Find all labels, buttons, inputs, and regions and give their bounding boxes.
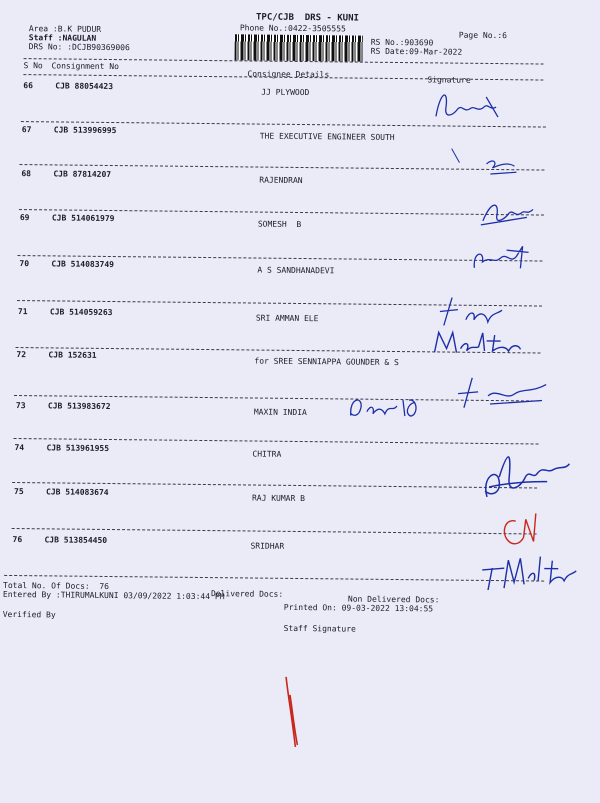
ink-tick bbox=[447, 147, 467, 167]
row-consignment: CJB 513983672 bbox=[47, 401, 111, 412]
row-consignee: SRI AMMAN ELE bbox=[255, 313, 319, 324]
signature-malathi-1 bbox=[430, 326, 525, 362]
row-consignment: CJB 514083674 bbox=[45, 487, 109, 498]
footer-divider bbox=[4, 575, 544, 582]
staff-signature-label: Staff Signature bbox=[283, 623, 356, 634]
barcode bbox=[235, 34, 363, 61]
drs-number: DRS No: :DCJB90369006 bbox=[28, 42, 130, 53]
rs-number: RS No.:903690 bbox=[370, 37, 434, 48]
phone-number: Phone No.:0422-3505555 bbox=[239, 23, 346, 34]
row-sno: 74 bbox=[14, 443, 25, 453]
row-sno: 71 bbox=[17, 307, 28, 317]
row-consignment: CJB 513996995 bbox=[53, 125, 117, 136]
row-sno: 70 bbox=[19, 259, 30, 269]
doc-title: TPC/CJB DRS - KUNI bbox=[255, 12, 360, 24]
area-label: Area :B.K PUDUR bbox=[28, 24, 102, 34]
row-sno: 75 bbox=[13, 487, 24, 497]
row-consignment: CJB 513961955 bbox=[46, 443, 110, 454]
row-consignee: for SREE SENNIAPPA GOUNDER & S bbox=[254, 356, 399, 368]
row-consignee: JJ PLYWOOD bbox=[261, 87, 310, 98]
staff-label: Staff :NAGULAN bbox=[28, 33, 97, 43]
signature-red bbox=[493, 507, 538, 552]
row-sno: 72 bbox=[16, 350, 27, 360]
page-number: Page No.:6 bbox=[458, 30, 508, 41]
row-consignment: CJB 514059263 bbox=[49, 307, 113, 318]
signature-68 bbox=[482, 152, 522, 182]
col-signature: Signature bbox=[427, 75, 471, 85]
signature-malathi-2 bbox=[478, 550, 578, 596]
delivered-docs: Delivered Docs: bbox=[210, 589, 284, 599]
signature-69 bbox=[477, 195, 537, 231]
row-consignee: RAJENDRAN bbox=[259, 175, 303, 186]
entered-by: Entered By :THIRUMALKUNI 03/09/2022 1:03:44 PM bbox=[2, 589, 225, 602]
row-consignee: THE EXECUTIVE ENGINEER SOUTH bbox=[259, 131, 395, 142]
row-consignment: CJB 88054423 bbox=[55, 81, 114, 92]
rs-date: RS Date:09-Mar-2022 bbox=[370, 46, 463, 57]
row-sno: 67 bbox=[21, 125, 32, 135]
row-divider bbox=[12, 528, 537, 534]
col-sno: S No bbox=[23, 61, 43, 71]
signature-75 bbox=[477, 447, 573, 508]
row-sno: 73 bbox=[15, 401, 26, 411]
signature-73-b bbox=[450, 374, 550, 415]
row-sno: 69 bbox=[19, 213, 30, 223]
verified-by: Verified By bbox=[2, 609, 56, 620]
total-docs: Total No. Of Docs: 76 bbox=[2, 580, 110, 592]
row-consignment: CJB 152631 bbox=[48, 350, 97, 360]
row-sno: 68 bbox=[21, 169, 32, 179]
row-consignment: CJB 513854450 bbox=[44, 535, 108, 545]
row-sno: 66 bbox=[23, 81, 33, 91]
col-consignee: Consignee Details bbox=[247, 69, 330, 80]
col-consignment: Consignment No bbox=[51, 61, 119, 72]
signature-73-a bbox=[345, 385, 430, 426]
row-consignee: SOMESH B bbox=[257, 219, 302, 230]
row-sno: 76 bbox=[12, 534, 23, 545]
row-consignment: CJB 514083749 bbox=[51, 259, 115, 270]
row-consignee: RAJ KUMAR B bbox=[251, 493, 305, 504]
red-pen-mark bbox=[281, 675, 312, 750]
row-consignee: CHITRA bbox=[252, 449, 282, 459]
row-consignee: A S SANDHANADEVI bbox=[257, 265, 335, 276]
row-consignment: CJB 87814207 bbox=[53, 169, 112, 180]
row-consignee: SRIDHAR bbox=[250, 541, 285, 551]
non-delivered-docs: Non Delivered Docs: bbox=[347, 594, 440, 605]
printed-on: Printed On: 09-03-2022 13:04:55 bbox=[283, 602, 434, 614]
row-consignee: MAXIN INDIA bbox=[253, 407, 307, 418]
signature-70 bbox=[466, 242, 536, 278]
row-consignment: CJB 514061979 bbox=[51, 213, 115, 224]
signature-66 bbox=[428, 86, 508, 127]
